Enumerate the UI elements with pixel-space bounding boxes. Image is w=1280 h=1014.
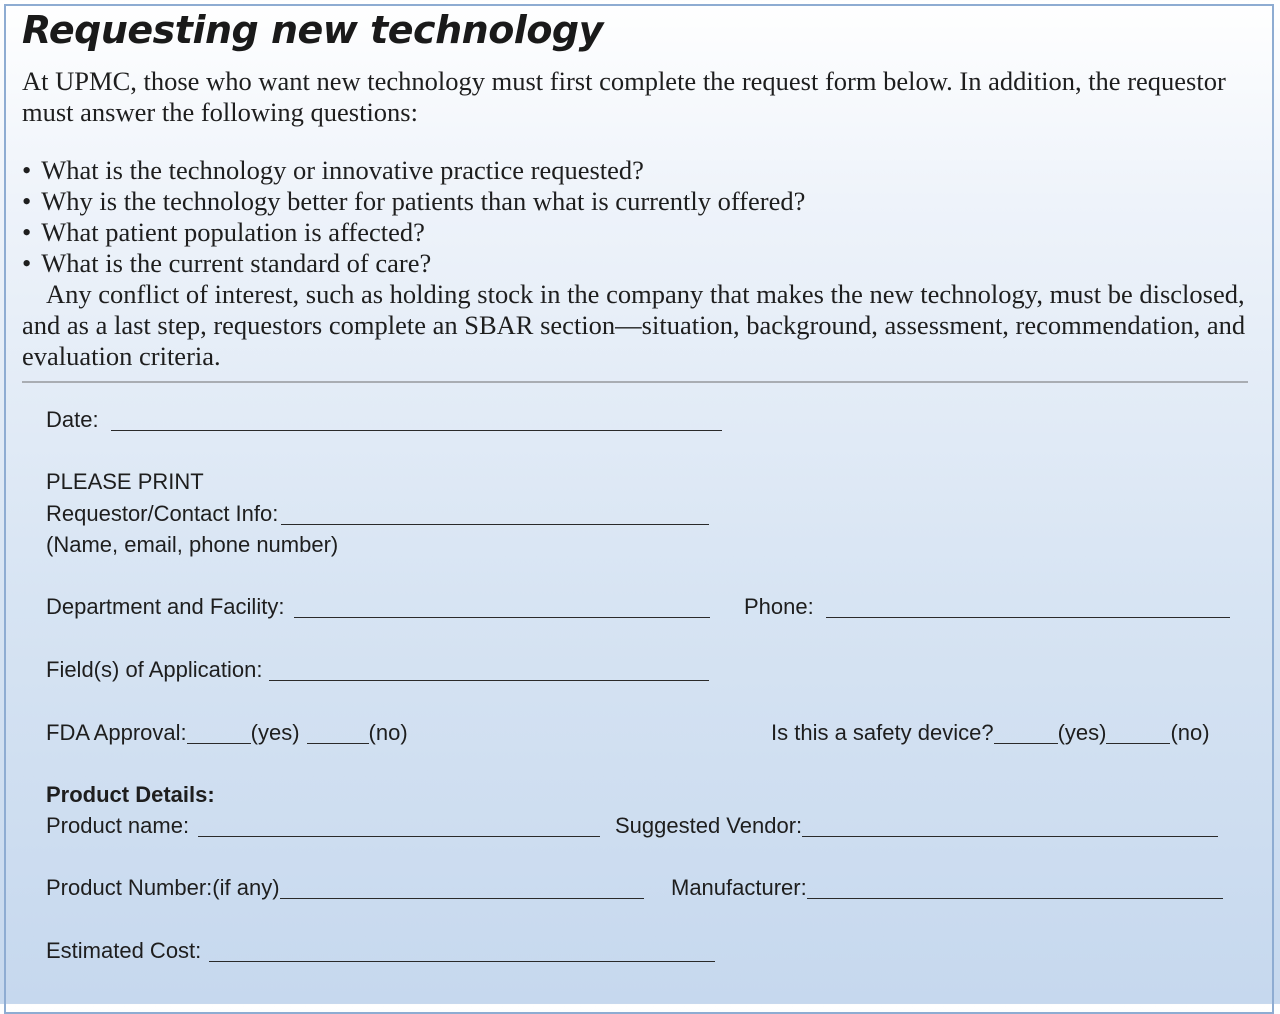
date-label: Date: (46, 407, 99, 432)
fda-yes-label: (yes) (250, 720, 300, 745)
department-label: Department and Facility: (46, 594, 285, 619)
department-row (46, 594, 710, 620)
safety-yes-label: (yes) (1057, 720, 1107, 745)
cost-field[interactable] (209, 961, 715, 962)
fda-yes-field[interactable] (187, 743, 251, 744)
date-row (46, 407, 722, 433)
list-item: • What patient population is affected? (22, 217, 1262, 248)
intro-paragraph: At UPMC, those who want new technology must first complete the request form below. In addition, the requestor must answer the following questions: (22, 66, 1226, 127)
vendor-row (615, 813, 1218, 839)
application-field[interactable] (269, 680, 709, 681)
requestor-row (46, 501, 709, 527)
product-number-field[interactable] (280, 898, 644, 899)
list-item: • What is the current standard of care? (22, 248, 1262, 279)
phone-field[interactable] (826, 617, 1230, 618)
question-list (22, 155, 1262, 279)
requestor-label: Requestor/Contact Info: (46, 501, 279, 526)
safety-no-field[interactable] (1106, 743, 1170, 744)
application-row (46, 657, 709, 683)
fda-no-label: (no) (368, 720, 408, 745)
vendor-label: Suggested Vendor: (615, 813, 803, 838)
fda-label: FDA Approval: (46, 720, 187, 745)
product-name-label: Product name: (46, 813, 190, 838)
product-number-label: Product Number:(if any) (46, 875, 280, 900)
page-title: Requesting new technology (22, 8, 603, 52)
cost-row (46, 938, 715, 964)
product-name-field[interactable] (198, 836, 600, 837)
manufacturer-field[interactable] (807, 898, 1223, 899)
manufacturer-label: Manufacturer: (671, 875, 807, 900)
product-number-row (46, 875, 644, 901)
safety-yes-field[interactable] (994, 743, 1058, 744)
product-name-row (46, 813, 600, 839)
fda-no-field[interactable] (307, 743, 369, 744)
safety-no-label: (no) (1170, 720, 1210, 745)
phone-label: Phone: (744, 594, 814, 619)
product-details-heading: Product Details: (46, 782, 215, 807)
please-print-note: PLEASE PRINT (46, 469, 204, 494)
fda-row (46, 720, 408, 746)
application-label: Field(s) of Application: (46, 657, 263, 682)
cost-label: Estimated Cost: (46, 938, 202, 963)
date-field[interactable] (111, 430, 722, 431)
requestor-hint: (Name, email, phone number) (46, 532, 339, 557)
phone-row (744, 594, 1230, 620)
list-item: • What is the technology or innovative practice requested? (22, 155, 1262, 186)
section-divider (22, 381, 1248, 383)
safety-row (771, 720, 1210, 746)
requestor-field[interactable] (281, 524, 709, 525)
conflict-paragraph: Any conflict of interest, such as holding stock in the company that makes the new technology, must be disclosed, and as a last step, requestors complete an SBAR section—situation, background, assessment, recommendation, and evaluation criteria. (22, 279, 1246, 371)
manufacturer-row (671, 875, 1223, 901)
department-field[interactable] (294, 617, 710, 618)
list-item: • Why is the technology better for patients than what is currently offered? (22, 186, 1262, 217)
safety-label: Is this a safety device? (771, 720, 994, 745)
vendor-field[interactable] (802, 836, 1218, 837)
